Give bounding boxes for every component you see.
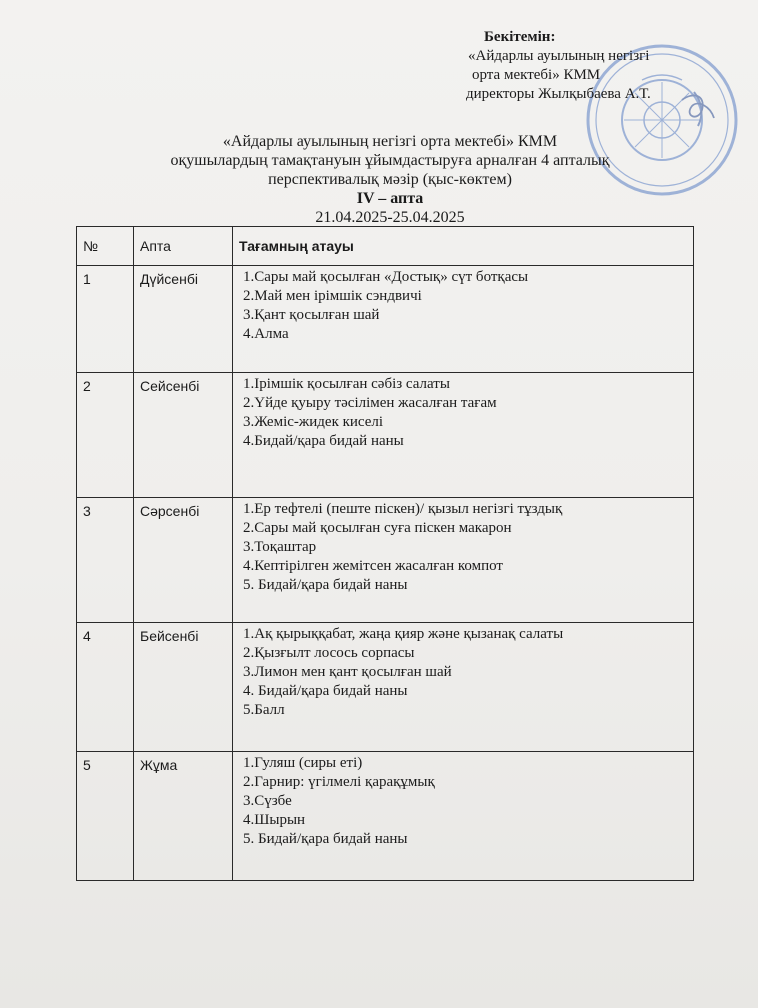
row-number: 4 xyxy=(77,623,134,752)
menu-table xyxy=(76,226,694,881)
row-dishes xyxy=(233,623,694,752)
table-row xyxy=(77,498,694,623)
row-day: Дүйсенбі xyxy=(134,266,233,373)
row-dishes xyxy=(233,752,694,881)
table-header-row xyxy=(77,227,694,266)
row-day: Сейсенбі xyxy=(134,373,233,498)
dish-item: 1.Ер тефтелі (пеште піскен)/ қызыл негізгі тұздық xyxy=(243,501,563,517)
row-dishes xyxy=(233,266,694,373)
row-number: 5 xyxy=(77,752,134,881)
dish-item: 4.Бидай/қара бидай наны xyxy=(243,433,404,449)
header-dish-name: Тағамның атауы xyxy=(233,227,694,266)
approval-signatory: директоры Жылқыбаева А.Т. xyxy=(466,86,651,102)
approval-line: орта мектебі» КММ xyxy=(472,67,601,83)
dish-item: 1.Гуляш (сиры еті) xyxy=(243,755,363,771)
heading-menu-type: перспективалық мәзір (қыс-көктем) xyxy=(268,171,512,188)
table-row xyxy=(77,266,694,373)
row-number: 1 xyxy=(77,266,134,373)
row-day: Бейсенбі xyxy=(134,623,233,752)
dish-item: 2.Гарнир: үгілмелі қарақұмық xyxy=(243,774,435,790)
row-dishes xyxy=(233,498,694,623)
dish-item: 3.Қант қосылған шай xyxy=(243,307,380,323)
row-dishes xyxy=(233,373,694,498)
header-day: Апта xyxy=(134,227,233,266)
heading-purpose: оқушылардың тамақтануын ұйымдастыруға арналған 4 апталық xyxy=(170,152,610,169)
dish-item: 5. Бидай/қара бидай наны xyxy=(243,831,408,847)
table-row xyxy=(77,752,694,881)
dish-item: 2.Үйде қуыру тәсілімен жасалған тағам xyxy=(243,395,497,411)
dish-item: 3.Сүзбе xyxy=(243,793,292,809)
row-number: 2 xyxy=(77,373,134,498)
dish-item: 3.Тоқаштар xyxy=(243,539,317,555)
dish-item: 4.Шырын xyxy=(243,812,306,828)
dish-item: 4. Бидай/қара бидай наны xyxy=(243,683,408,699)
dish-item: 3.Жеміс-жидек киселі xyxy=(243,414,384,430)
dish-item: 4.Кептірілген жемітсен жасалған компот xyxy=(243,558,503,574)
row-number: 3 xyxy=(77,498,134,623)
approval-block xyxy=(462,28,722,104)
dish-item: 5.Балл xyxy=(243,702,285,718)
header-number: № xyxy=(77,227,134,266)
dish-item: 2.Май мен ірімшік сэндвичі xyxy=(243,288,422,304)
table-row xyxy=(77,373,694,498)
row-day: Жұма xyxy=(134,752,233,881)
dish-item: 2.Қызғылт лосось сорпасы xyxy=(243,645,415,661)
approval-line: «Айдарлы ауылының негізгі xyxy=(468,48,650,64)
row-day: Сәрсенбі xyxy=(134,498,233,623)
dish-item: 2.Сары май қосылған суға піскен макарон xyxy=(243,520,512,536)
dish-item: 3.Лимон мен қант қосылған шай xyxy=(243,664,452,680)
dish-item: 1.Ақ қырыққабат, жаңа қияр және қызанақ салаты xyxy=(243,626,564,642)
dish-item: 1.Сары май қосылған «Достық» сүт ботқасы xyxy=(243,269,529,285)
heading-school: «Айдарлы ауылының негізгі орта мектебі» КММ xyxy=(222,133,558,150)
heading-week: IV – апта xyxy=(356,190,424,207)
dish-item: 5. Бидай/қара бидай наны xyxy=(243,577,408,593)
table-row xyxy=(77,623,694,752)
dish-item: 4.Алма xyxy=(243,326,289,342)
document-heading xyxy=(110,132,670,227)
heading-dates: 21.04.2025-25.04.2025 xyxy=(315,209,465,226)
approval-title: Бекітемін: xyxy=(484,29,556,45)
dish-item: 1.Ірімшік қосылған сәбіз салаты xyxy=(243,376,450,392)
